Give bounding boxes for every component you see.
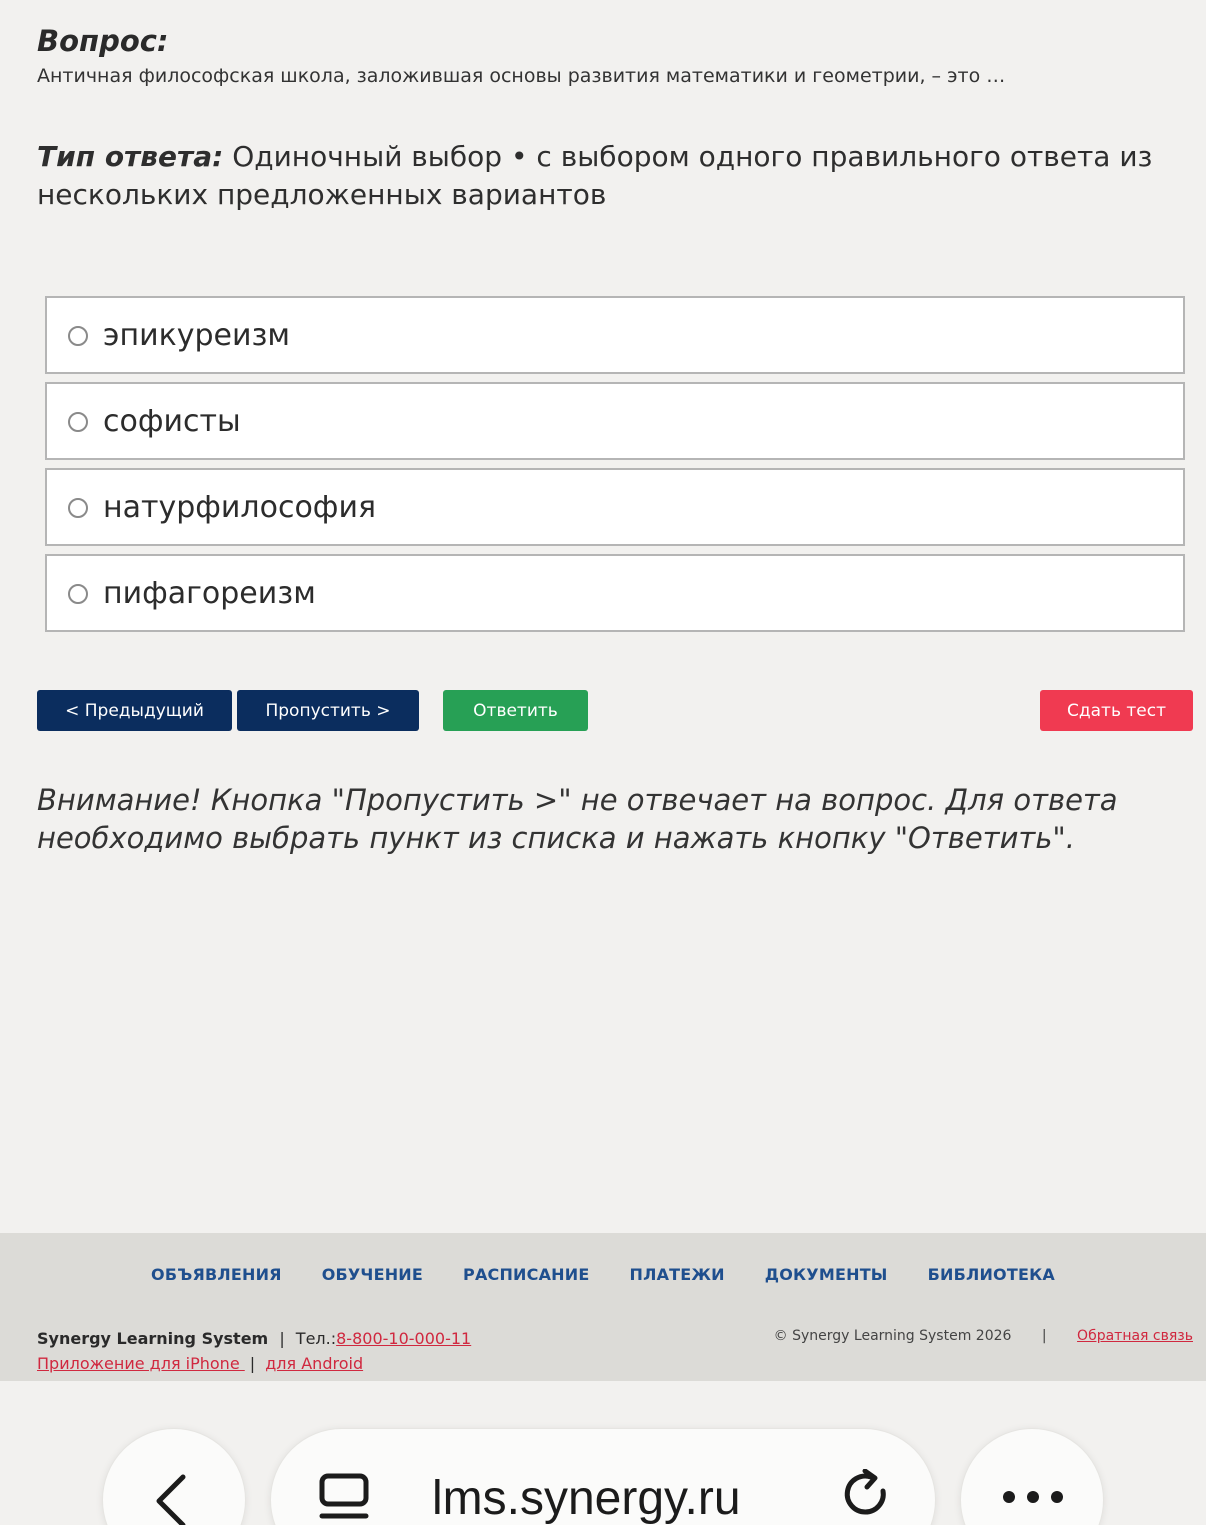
- answer-type: [37, 138, 1167, 214]
- footer-separator: |: [249, 1354, 256, 1373]
- radio-button[interactable]: [68, 584, 88, 604]
- radio-button[interactable]: [68, 498, 88, 518]
- back-icon: [151, 1471, 191, 1525]
- more-button[interactable]: [960, 1428, 1104, 1525]
- phone-link[interactable]: 8-800-10-000-11: [336, 1329, 472, 1348]
- previous-button[interactable]: < Предыдущий: [37, 690, 232, 731]
- iphone-app-link[interactable]: Приложение для iPhone: [37, 1354, 245, 1373]
- tabs-icon: [319, 1473, 369, 1523]
- footer-separator: |: [1041, 1328, 1047, 1344]
- question-label: Вопрос:: [37, 24, 169, 58]
- nav-learning[interactable]: ОБУЧЕНИЕ: [321, 1265, 424, 1284]
- submit-test-button[interactable]: Сдать тест: [1040, 690, 1193, 731]
- browser-toolbar: [0, 1381, 1206, 1525]
- footer-info: [37, 1326, 471, 1376]
- footer-nav: [0, 1265, 1206, 1284]
- radio-button[interactable]: [68, 412, 88, 432]
- reload-icon[interactable]: [843, 1469, 893, 1525]
- footer-right: [774, 1328, 1193, 1344]
- question-text: Античная философская школа, заложившая основы развития математики и геометрии, – это …: [37, 65, 1006, 87]
- copyright: © Synergy Learning System 2026: [773, 1328, 1012, 1344]
- option-label: софисты: [103, 404, 241, 439]
- more-icon: [1001, 1489, 1065, 1505]
- footer-brand: Synergy Learning System: [37, 1329, 269, 1348]
- option-pythagoreanism[interactable]: [45, 554, 1185, 632]
- option-sophists[interactable]: [45, 382, 1185, 460]
- option-label: натурфилософия: [103, 490, 376, 525]
- answer-type-value: Одиночный выбор • с выбором одного правильного ответа из нескольких предложенных вариантов: [37, 140, 1153, 211]
- answer-button[interactable]: Ответить: [443, 690, 588, 731]
- answer-options: [45, 296, 1185, 640]
- phone-label: Тел.:: [295, 1329, 337, 1348]
- footer: [0, 1233, 1206, 1381]
- skip-button[interactable]: Пропустить >: [237, 690, 419, 731]
- nav-announcements[interactable]: ОБЪЯВЛЕНИЯ: [151, 1265, 282, 1284]
- nav-library[interactable]: БИБЛИОТЕКА: [927, 1265, 1055, 1284]
- option-natural-philosophy[interactable]: [45, 468, 1185, 546]
- option-label: эпикуреизм: [103, 318, 291, 353]
- nav-schedule[interactable]: РАСПИСАНИЕ: [463, 1265, 590, 1284]
- warning-text: Внимание! Кнопка "Пропустить >" не отвечает на вопрос. Для ответа необходимо выбрать пункт из списка и нажать кнопку "Ответить".: [37, 783, 1118, 855]
- radio-button[interactable]: [68, 326, 88, 346]
- nav-documents[interactable]: ДОКУМЕНТЫ: [764, 1265, 888, 1284]
- nav-payments[interactable]: ПЛАТЕЖИ: [629, 1265, 725, 1284]
- feedback-link[interactable]: Обратная связь: [1077, 1328, 1193, 1344]
- android-app-link[interactable]: для Android: [265, 1354, 364, 1373]
- option-label: пифагореизм: [103, 576, 316, 611]
- answer-type-label: Тип ответа:: [37, 140, 224, 173]
- footer-separator: |: [279, 1329, 285, 1348]
- back-button[interactable]: [102, 1428, 246, 1525]
- url-text[interactable]: lms.synergy.ru: [432, 1472, 741, 1525]
- option-epicureanism[interactable]: [45, 296, 1185, 374]
